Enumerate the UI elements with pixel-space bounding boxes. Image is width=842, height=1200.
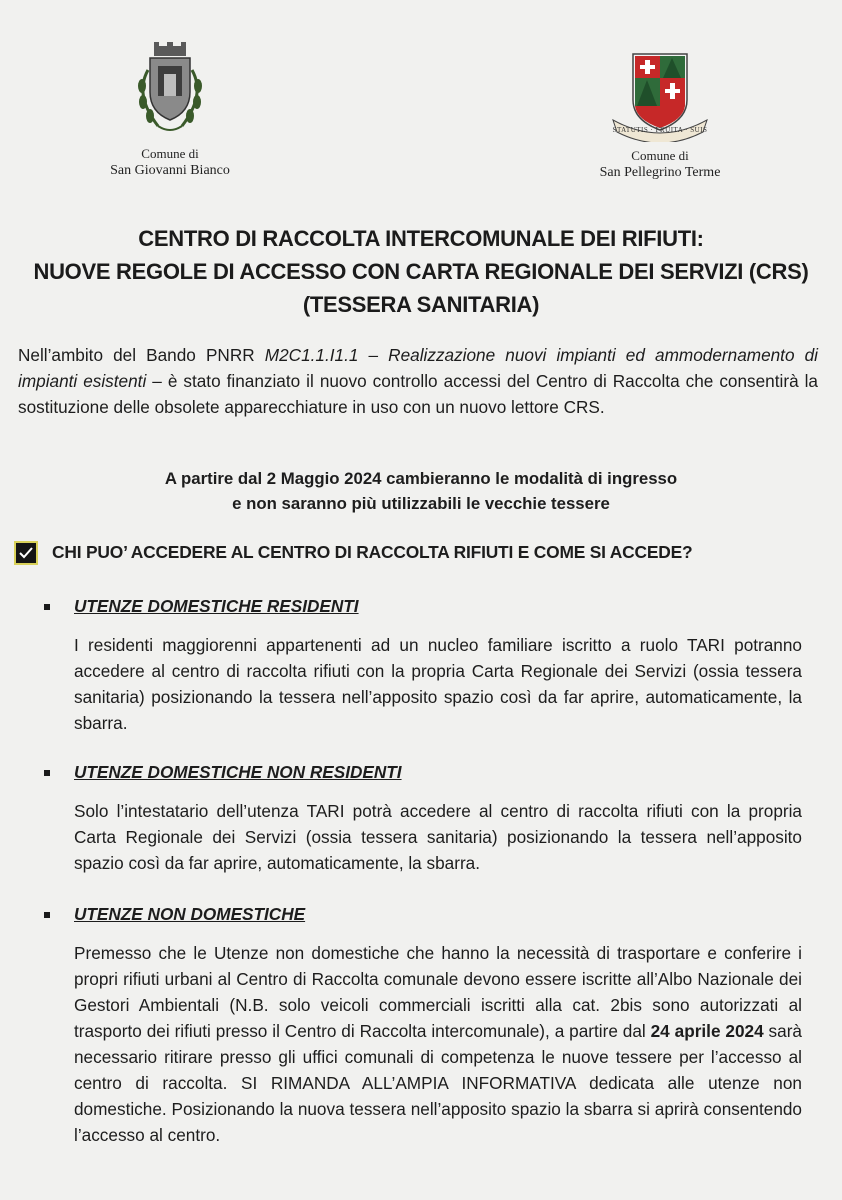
document-title [0, 222, 842, 321]
title-line-2: NUOVE REGOLE DI ACCESSO CON CARTA REGIONALE DEI SERVIZI (CRS) [33, 259, 809, 284]
question-heading [14, 540, 834, 570]
checkmark-icon [19, 546, 33, 560]
right-logo-line2: San Pellegrino Terme [599, 165, 721, 180]
logo-san-pellegrino-terme [580, 50, 740, 182]
start-date-highlight [0, 466, 842, 516]
intro-suffix: – è stato finanziato il nuovo controllo accessi del Centro di Raccolta che consentirà la sostituzione delle obsolete apparecchiature in uso con un nuovo lettore CRS. [18, 371, 818, 417]
section-body-non-residenti: Solo l’intestatario dell’utenza TARI potrà accedere al centro di raccolta rifiuti con la propria Carta Regionale dei Servizi (ossia tessera sanitaria) posizionando la tessera nell’apposito spazio così da far aprire, automaticamente, la sbarra. [74, 801, 802, 873]
body-part-2: sarà necessario ritirare presso gli uffici comunali di competenza le nuove tessere per l’accesso al centro di raccolta. SI RIMANDA ALL’AMPIA INFORMATIVA dedicata alle utenze non domestiche. Posizionando la nuova tessera nell’apposito spazio la sbarra si aprirà consentendo l’accesso al centro. [74, 1021, 802, 1145]
right-logo-line1: Comune di [631, 148, 689, 163]
section-title: UTENZE DOMESTICHE RESIDENTI [74, 596, 359, 616]
intro-italic: M2C1.1.I1.1 – Realizzazione nuovi impianti ed ammodernamento di impianti esistenti [18, 345, 818, 391]
intro-paragraph [18, 342, 818, 420]
title-line-1: CENTRO DI RACCOLTA INTERCOMUNALE DEI RIFIUTI: [138, 226, 704, 251]
section-title: UTENZE NON DOMESTICHE [74, 904, 306, 924]
body-part-1: Premesso che le Utenze non domestiche che hanno la necessità di trasportare e conferire i propri rifiuti urbani al Centro di Raccolta comunale devono essere iscritte all’Albo Nazionale dei Gestori Ambientali (N.B. solo veicoli commerciali iscritti alla cat. 2bis sono autorizzati al trasporto dei rifiuti presso il Centro di Raccolta intercomunale), a partire dal [74, 943, 802, 1041]
logo-san-giovanni-bianco [100, 40, 240, 180]
highlight-line-1: A partire dal 2 Maggio 2024 cambieranno le modalità di ingresso [164, 469, 678, 488]
title-line-3: (TESSERA SANITARIA) [302, 292, 540, 317]
left-logo-line1: Comune di [141, 146, 199, 161]
right-logo-motto: STATUTIS · FRUITA · SUIS [612, 126, 708, 134]
question-text: CHI PUO’ ACCEDERE AL CENTRO DI RACCOLTA RIFIUTI E COME SI ACCEDE? [52, 542, 693, 562]
section-body-residenti: I residenti maggiorenni appartenenti ad un nucleo familiare iscritto a ruolo TARI potranno accedere al centro di raccolta rifiuti con la propria Carta Regionale dei Servizi (ossia tessera sanitaria) posizionando la tessera nell’apposito spazio così da far aprire, automaticamente, la sbarra. [74, 635, 802, 733]
highlight-line-2: e non saranno più utilizzabili le vecchie tessere [232, 494, 610, 513]
left-logo-line2: San Giovanni Bianco [110, 163, 230, 178]
intro-prefix: Nell’ambito del Bando PNRR [18, 345, 265, 365]
body-bold-date: 24 aprile 2024 [650, 1021, 764, 1041]
bullet-icon [44, 912, 50, 918]
section-body-non-domestiche [74, 940, 802, 1148]
bullet-icon [44, 770, 50, 776]
coat-of-arms-san-giovanni-bianco-icon [128, 40, 212, 140]
checkbox-icon [14, 541, 38, 565]
section-title: UTENZE DOMESTICHE NON RESIDENTI [74, 762, 402, 782]
bullet-icon [44, 604, 50, 610]
